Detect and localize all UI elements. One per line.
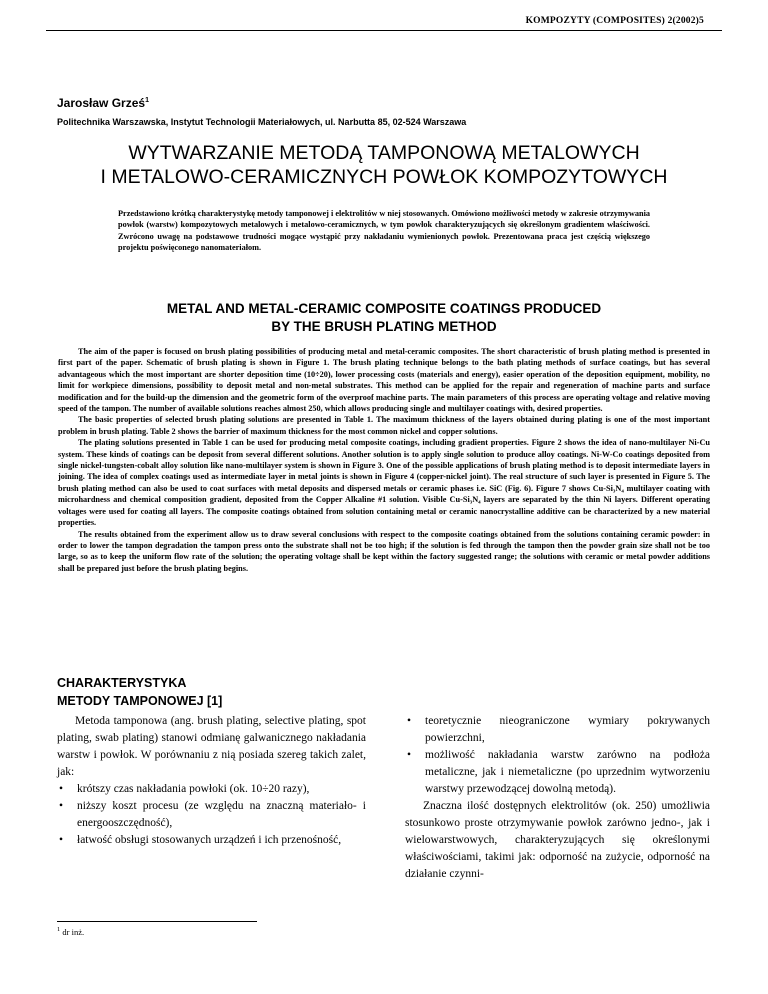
footnote-mark: 1: [57, 926, 61, 933]
bullet-icon: •: [59, 834, 64, 846]
right-column: [405, 713, 710, 883]
bullet-icon: •: [59, 800, 64, 812]
bullet-icon: •: [407, 715, 412, 727]
list-item-text: możliwość nakładania warstw zarówno na podłoża metaliczne, jak i niemetaliczne (po uprzednim wytworzeniu warstwy przewodzącej dowolną metodą).: [425, 749, 710, 795]
author-line: [57, 96, 149, 110]
affiliation: Politechnika Warszawska, Instytut Technologii Materiałowych, ul. Narbutta 85, 02-524 Warszawa: [57, 117, 467, 127]
list-item: [57, 781, 366, 798]
list-item-text: niższy koszt procesu (ze względu na znaczną materiało- i energooszczędność),: [77, 800, 366, 829]
title-polish-line2: I METALOWO-CERAMICZNYCH POWŁOK KOMPOZYTOWYCH: [100, 166, 668, 188]
abstract-english: [58, 346, 710, 574]
abstract-english-paragraph: The basic properties of selected brush plating solutions are presented in Table 1. The maximum thickness of the layers obtained during plating is one of the most important problem in brush plating. Table 2 shows the barrier of maximum thickness for the most common nickel and copper solutions.: [58, 415, 710, 436]
title-english-line2: BY THE BRUSH PLATING METHOD: [271, 319, 497, 334]
list-item-text: łatwość obsługi stosowanych urządzeń i ich przenośność,: [77, 834, 342, 846]
abstract-english-paragraph: The results obtained from the experiment allow us to draw several conclusions with respect to the composite coatings obtained from the solutions containing ceramic powder: in order to lower the tampon degradation the tampon press onto the substrate shall not be too high; if the solution is fed through the tampon then the powder grain size shall not be too large, so as to keep the uniform flow rate of the solution; the operating voltage shall be kept within the factory suggested range; the solutions with ceramic or metal powder additions shall be prepared just before the brush plating begins.: [58, 529, 710, 573]
footnote-rule: [57, 921, 257, 922]
footnote-text: dr inż.: [62, 926, 85, 937]
list-item-text: krótszy czas nakładania powłoki (ok. 10÷20 razy),: [77, 783, 310, 795]
list-item: [57, 798, 366, 832]
body-paragraph: Metoda tamponowa (ang. brush plating, selective plating, spot plating, swab plating) stanowi odmianę galwanicznego nakładania warstw i powłok. W porównaniu z nią posiada szereg takich zalet, jak:: [57, 715, 366, 778]
body-paragraph: Znaczna ilość dostępnych elektrolitów (ok. 250) umożliwia stosunkowo proste otrzymywanie powłok zarówno jedno-, jak i wielowarstwowych, charakteryzujących się określonymi właściwościami, takimi jak: odporność na zużycie, odporność na działanie czynni-: [405, 800, 710, 880]
bullet-icon: •: [407, 749, 412, 761]
author-footnote-mark: 1: [145, 97, 149, 104]
journal-header: KOMPOZYTY (COMPOSITES) 2(2002)5: [525, 16, 704, 26]
abstract-english-paragraph: The plating solutions presented in Table 1 can be used for producing metal composite coatings, including gradient properties. Figure 2 shows the idea of nano-multilayer Ni-Cu system. These kinds of coatings can be deposit from several different solutions. Another solution is to apply single solution to produce alloy coatings. Ni-W-Co coatings deposited from single nickel-tungsten-cobalt alloy solution like nano-multilayer system is shown in Figure 3. One of the possible applications of brush plating method is to deposit intermediate layers in joining. The idea of complex coatings used as intermediate layer in metal joints is shown in Figure 4 (copper-nickel joint). The real structure of such layer is presented in Figure 5. The brush plating method can also be used to coat surfaces with metal deposits and dispersed metals or ceramic phases i.e. SiC (Fig. 6). Figure 7 shows Cu-Si₃N₄ multilayer coating with microhardness and chemical composition gradient, deposited from the Copper Alkaline #1 solution. Visible Cu-Si₃N₄ layers are separated by the thin Ni layers. Different operating voltages were used for coating all layers. The composite coatings obtained from solution containing metal or ceramic nanocrystalline additive can be characterized by a new material properties.: [58, 438, 710, 528]
header-rule: [46, 30, 722, 31]
section-heading-line2: METODY TAMPONOWEJ [1]: [57, 694, 223, 708]
footnote: [57, 926, 84, 937]
abstract-polish: Przedstawiono krótką charakterystykę metody tamponowej i elektrolitów w niej stosowanych. Omówiono możliwości metody w zakresie otrzymywania powłok (warstw) kompozytowych metalowych i metalowo-ceramicznych, w tym powłok charakteryzujących się określonym gradientem właściwości. Zwrócono uwagę na podstawowe trudności mogące wystąpić przy nakładaniu wymienionych powłok. Prezentowana praca jest częścią większego projektu poświęconego nanomateriałom.: [118, 209, 650, 253]
bullet-icon: •: [59, 783, 64, 795]
section-heading-line1: CHARAKTERYSTYKA: [57, 676, 187, 690]
author-name: Jarosław Grześ: [57, 96, 146, 110]
abstract-english-paragraph: The aim of the paper is focused on brush plating possibilities of producing metal and metal-ceramic composites. The short characteristic of brush plating method is presented in first part of the paper. Schematic of brush plating is shown in Figure 1. The brush plating technique belongs to the bath plating methods of surface coatings, but has several advantageous which the most important are shorter deposition time (10÷20), lower processing costs (materials and energy), easier operation of the deposition equipment, mobility, no limit for workpiece dimensions, possibility to deposit metal and non-metal substrates. This method can be applied for the repair and regeneration of machine parts and surface modification and for the build-up the dimension and the geometric form of the overproof machine parts. The main parameters of this process are operating voltage and relative moving speed of the tampon. The number of available solutions reaches almost 250, which allows producing single and multilayer coatings with, desired properties.: [58, 347, 710, 414]
title-polish-line1: WYTWARZANIE METODĄ TAMPONOWĄ METALOWYCH: [128, 142, 640, 164]
section-heading: [57, 674, 222, 710]
list-item: [57, 832, 366, 849]
list-item: [405, 713, 710, 747]
title-english-line1: METAL AND METAL-CERAMIC COMPOSITE COATINGS PRODUCED: [166, 301, 602, 316]
advantages-list: [57, 781, 366, 849]
left-column: [57, 713, 366, 849]
title-polish: [60, 141, 708, 189]
title-english: [60, 300, 708, 336]
list-item: [405, 747, 710, 798]
list-item-text: teoretycznie nieograniczone wymiary pokrywanych powierzchni,: [425, 715, 710, 744]
advantages-list-continued: [405, 713, 710, 798]
